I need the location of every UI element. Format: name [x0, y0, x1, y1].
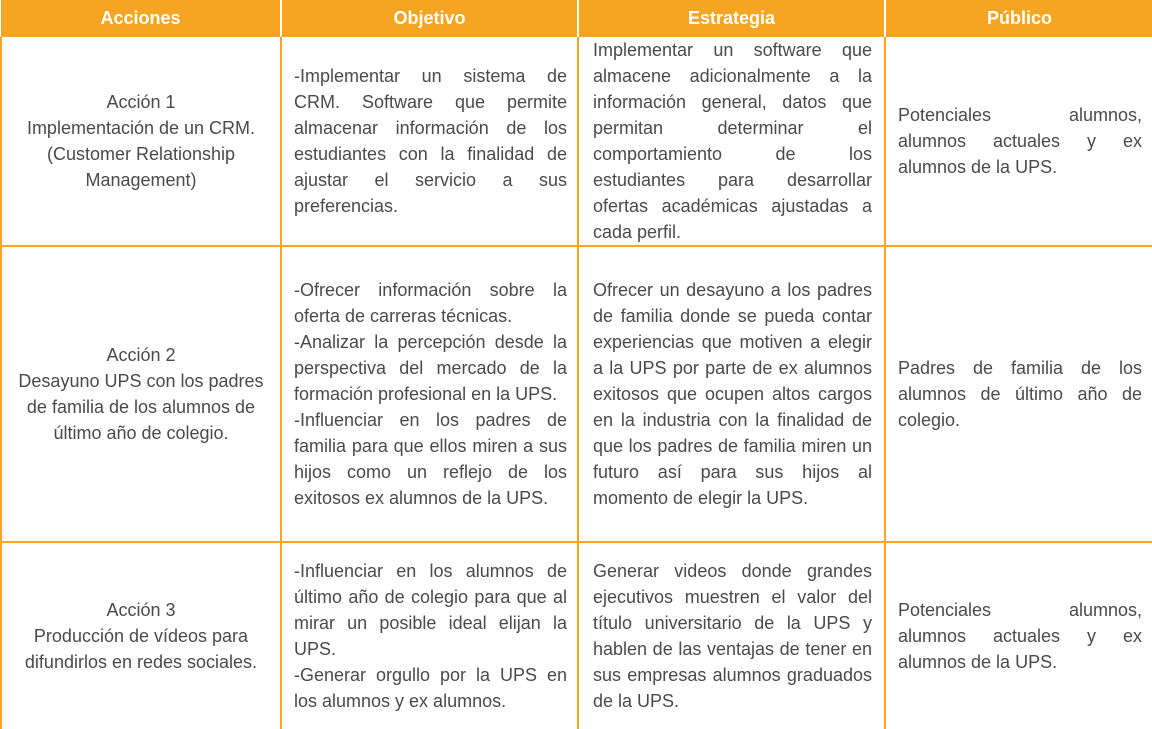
- objetivo-cell: [281, 542, 578, 729]
- estrategia-cell: Implementar un software que almacene adicionalmente a la información general, datos que permitan determinar el comportamiento de los estudiantes para desarrollar ofertas académicas ajustadas a cada perfil.: [578, 37, 885, 246]
- accion-cell: [1, 246, 281, 542]
- accion-cell: [1, 37, 281, 246]
- objetivo-item: -Implementar un sistema de CRM. Software que permite almacenar información de los estudiantes con la finalidad de ajustar el servicio a sus preferencias.: [294, 66, 567, 216]
- publico-cell: Potenciales alumnos, alumnos actuales y ex alumnos de la UPS.: [885, 37, 1152, 246]
- objetivo-item: -Influenciar en los padres de familia para que ellos miren a sus hijos como un reflejo de los exitosos ex alumnos de la UPS.: [294, 410, 567, 508]
- accion-description: Producción de vídeos para difundirlos en redes sociales.: [24, 626, 258, 672]
- estrategia-cell: Ofrecer un desayuno a los padres de familia donde se pueda contar experiencias que motiven a elegir a la UPS por parte de ex alumnos exitosos que ocupen altos cargos en la industria con la finalidad de que los padres de familia miren un futuro así para sus hijos al momento de elegir la UPS.: [578, 246, 885, 542]
- accion-description: Desayuno UPS con los padres de familia de los alumnos de último año de colegio.: [18, 371, 264, 443]
- estrategia-cell: Generar videos donde grandes ejecutivos muestren el valor del título universitario de la UPS y hablen de las ventajas de tener en sus empresas alumnos graduados de la UPS.: [578, 542, 885, 729]
- accion-title: Acción 3: [106, 600, 176, 620]
- header-estrategia: Estrategia: [578, 0, 885, 37]
- header-row: [1, 0, 1152, 37]
- publico-cell: Potenciales alumnos, alumnos actuales y ex alumnos de la UPS.: [885, 542, 1152, 729]
- accion-title: Acción 1: [106, 92, 176, 112]
- table-row: [1, 37, 1152, 246]
- objetivo-item: -Generar orgullo por la UPS en los alumnos y ex alumnos.: [294, 665, 567, 711]
- table-row: [1, 246, 1152, 542]
- objetivo-cell: [281, 246, 578, 542]
- header-publico: Público: [885, 0, 1152, 37]
- header-objetivo: Objetivo: [281, 0, 578, 37]
- accion-description: Implementación de un CRM. (Customer Relationship Management): [26, 118, 256, 190]
- table-row: [1, 542, 1152, 729]
- publico-cell: Padres de familia de los alumnos de último año de colegio.: [885, 246, 1152, 542]
- objetivo-item: -Analizar la percepción desde la perspectiva del mercado de la formación profesional en la UPS.: [294, 332, 567, 404]
- accion-title: Acción 2: [106, 345, 176, 365]
- objetivo-cell: [281, 37, 578, 246]
- objetivo-item: -Influenciar en los alumnos de último año de colegio para que al mirar un posible ideal elijan la UPS.: [294, 561, 567, 659]
- objetivo-item: -Ofrecer información sobre la oferta de carreras técnicas.: [294, 280, 567, 326]
- header-acciones: Acciones: [1, 0, 281, 37]
- accion-cell: [1, 542, 281, 729]
